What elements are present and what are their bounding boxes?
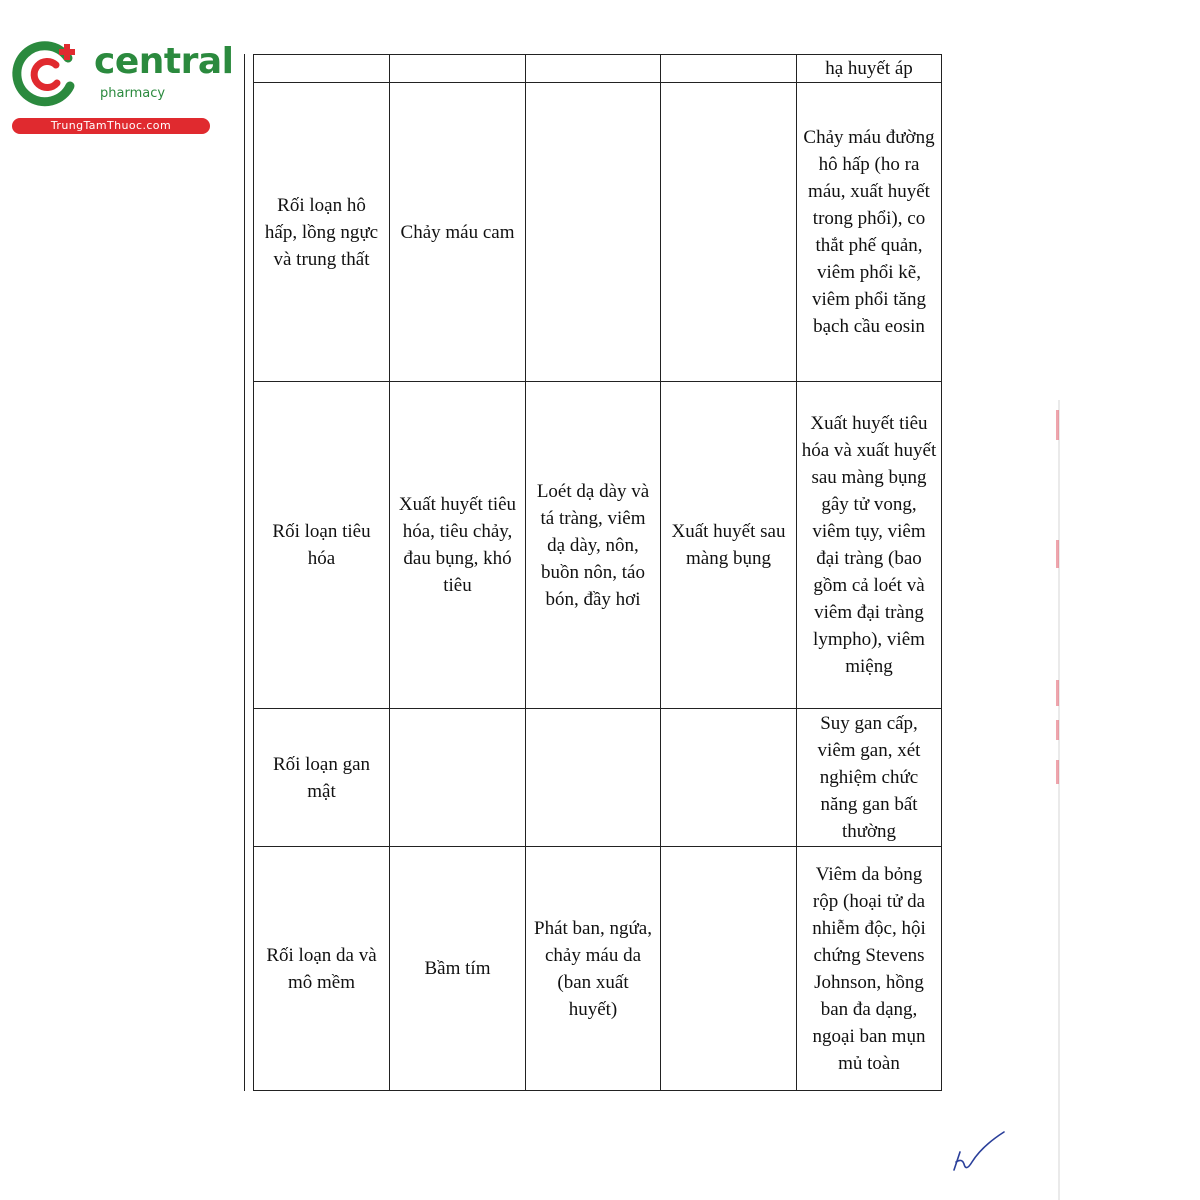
page-edge-line [1058, 400, 1060, 1200]
table-cell [661, 55, 797, 83]
stamp-fragment [1056, 720, 1059, 740]
table-cell [390, 709, 526, 847]
table-row [254, 847, 942, 1091]
stamp-fragment [1056, 410, 1059, 440]
table-cell [254, 55, 390, 83]
table-cell: Viêm da bỏng rộp (hoại tử da nhiễm độc, hội chứng Stevens Johnson, hồng ban đa dạng, ngoại ban mụn mủ toàn [797, 847, 942, 1091]
organ-class-cell: Rối loạn gan mật [254, 709, 390, 847]
side-effects-table-wrapper [244, 54, 942, 1091]
signature-icon [948, 1128, 1008, 1178]
table-row [254, 55, 942, 83]
table-cell [661, 83, 797, 382]
brand-url: TrungTamThuoc.com [12, 118, 210, 134]
table-cell [526, 709, 661, 847]
logo-mark-icon [10, 38, 82, 110]
table-cell [390, 55, 526, 83]
table-cell [526, 55, 661, 83]
stamp-fragment [1056, 680, 1059, 706]
table-cell: Loét dạ dày và tá tràng, viêm dạ dày, nôn, buồn nôn, táo bón, đầy hơi [526, 382, 661, 709]
table-row [254, 83, 942, 382]
table-cell: Xuất huyết sau màng bụng [661, 382, 797, 709]
stamp-fragment [1056, 540, 1059, 568]
table-cell: Chảy máu đường hô hấp (ho ra máu, xuất huyết trong phổi), co thắt phế quản, viêm phổi kẽ, viêm phổi tăng bạch cầu eosin [797, 83, 942, 382]
table-cell [661, 709, 797, 847]
brand-name: central [94, 41, 234, 82]
table-cell: Bầm tím [390, 847, 526, 1091]
table-cell [661, 847, 797, 1091]
table-row [254, 382, 942, 709]
side-effects-table [253, 54, 942, 1091]
table-cell: Xuất huyết tiêu hóa, tiêu chảy, đau bụng, khó tiêu [390, 382, 526, 709]
table-row [254, 709, 942, 847]
table-cell [526, 83, 661, 382]
table-cell: Chảy máu cam [390, 83, 526, 382]
organ-class-cell: Rối loạn hô hấp, lồng ngực và trung thất [254, 83, 390, 382]
organ-class-cell: Rối loạn tiêu hóa [254, 382, 390, 709]
brand-subtitle: pharmacy [100, 86, 166, 101]
table-cell: Xuất huyết tiêu hóa và xuất huyết sau màng bụng gây tử vong, viêm tụy, viêm đại tràng (bao gồm cả loét và viêm đại tràng lympho), viêm miệng [797, 382, 942, 709]
brand-logo [10, 38, 234, 138]
organ-class-cell: Rối loạn da và mô mềm [254, 847, 390, 1091]
table-cell: hạ huyết áp [797, 55, 942, 83]
table-cell: Phát ban, ngứa, chảy máu da (ban xuất huyết) [526, 847, 661, 1091]
table-cell: Suy gan cấp, viêm gan, xét nghiệm chức năng gan bất thường [797, 709, 942, 847]
stamp-fragment [1056, 760, 1059, 784]
